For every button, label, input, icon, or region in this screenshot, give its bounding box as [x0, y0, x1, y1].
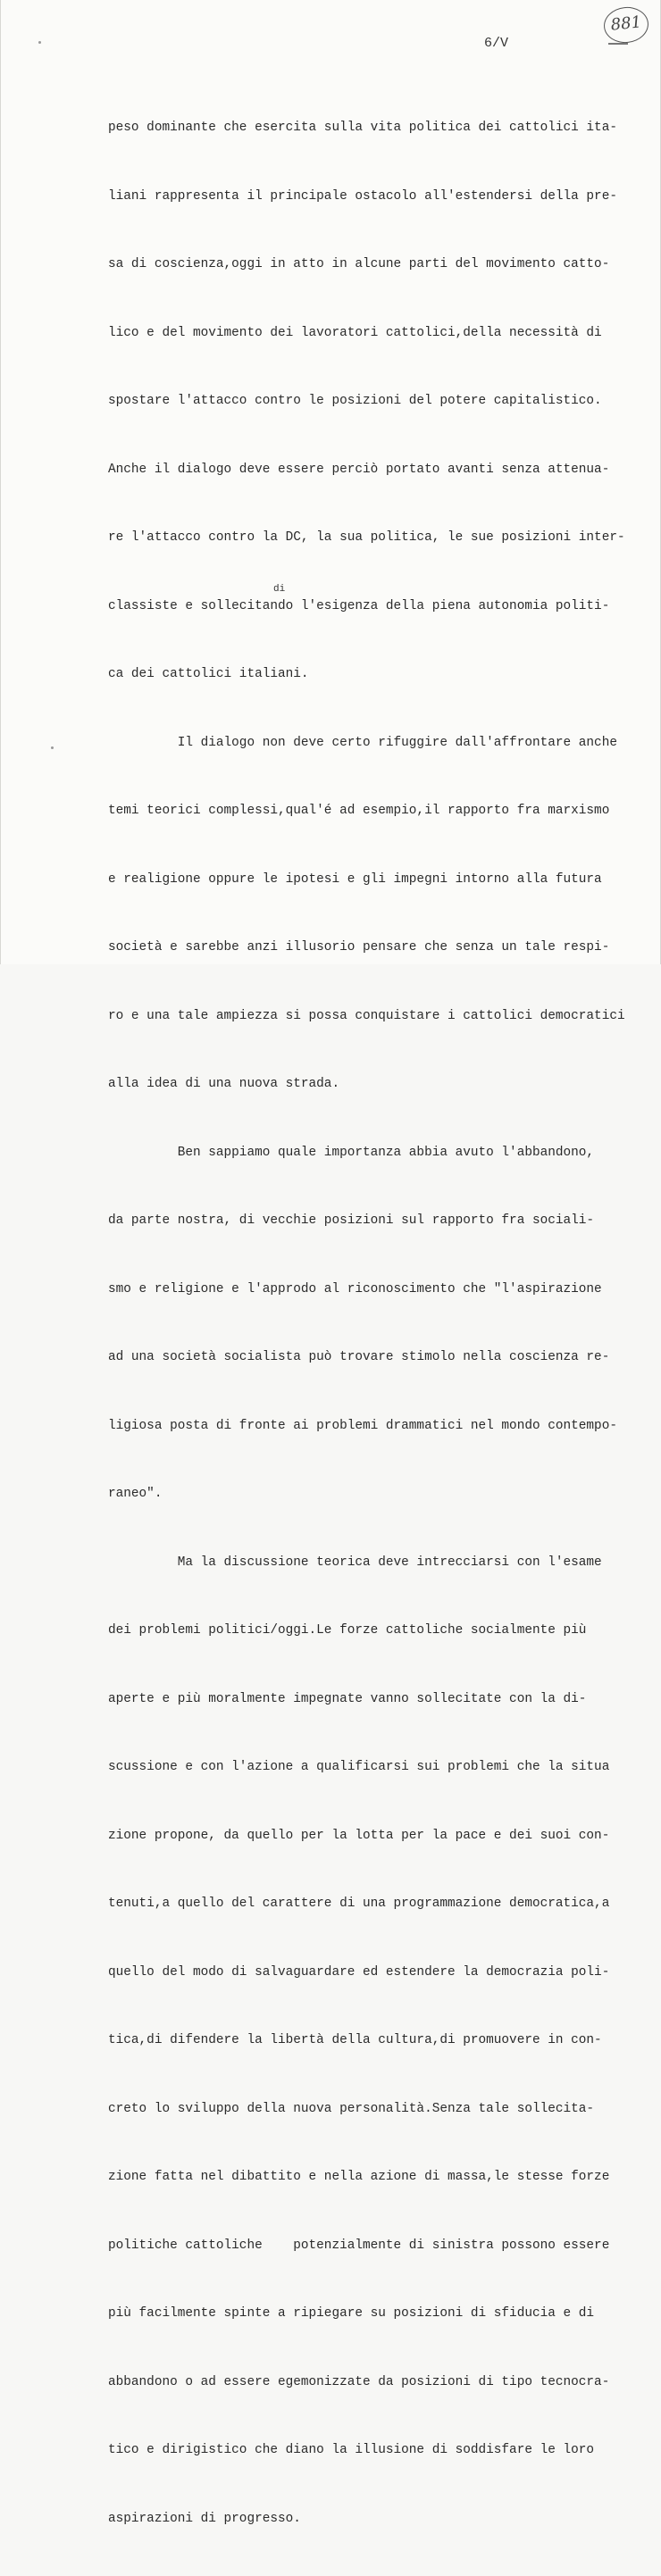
text-line: ca dei cattolici italiani. [108, 667, 309, 681]
text-line: ro e una tale ampiezza si possa conquistare i cattolici democratici [108, 1008, 625, 1023]
margin-speck [38, 41, 41, 44]
text-line: politiche cattoliche potenzialmente di sinistra possono essere [108, 2238, 610, 2253]
text-line: zione fatta nel dibattito e nella azione di massa,le stesse forze [108, 2170, 610, 2184]
text-line: e realigione oppure le ipotesi e gli impegni intorno alla futura [108, 871, 602, 887]
text-line: lico e del movimento dei lavoratori cattolici,della necessità di [108, 325, 602, 340]
text-line: liani rappresenta il principale ostacolo all'estendersi della pre- [108, 188, 617, 204]
text-line: classiste e sollecitando l'esigenza della piena autonomia politi- [108, 598, 610, 613]
text-line: ad una società socialista può trovare stimolo nella coscienza re- [108, 1350, 610, 1364]
text-line: Il dialogo non deve certo rifuggire dall'affrontare anche [108, 735, 617, 750]
text-line: Ben sappiamo quale importanza abbia avuto l'abbandono, [108, 1145, 595, 1160]
text-line: Ma la discussione teorica deve intrecciarsi con l'esame [108, 1555, 602, 1570]
handwritten-insertion: di [273, 584, 286, 595]
text-line: più facilmente spinte a ripiegare su posizioni di sfiducia e di [108, 2306, 595, 2321]
text-line: abbandono o ad essere egemonizzate da posizioni di tipo tecnocra- [108, 2374, 610, 2389]
text-line: società e sarebbe anzi illusorio pensare che senza un tale respi- [108, 940, 610, 955]
text-line: dei problemi politici/oggi.Le forze cattoliche socialmente più [108, 1623, 587, 1638]
text-line: raneo". [108, 1487, 163, 1501]
text-line: smo e religione e l'approdo al riconoscimento che "l'aspirazione [108, 1281, 602, 1296]
text-line: temi teorici complessi,qual'é ad esempio,il rapporto fra marxismo [108, 804, 610, 818]
margin-speck [51, 746, 54, 749]
text-line: zione propone, da quello per la lotta per la pace e dei suoi con- [108, 1828, 610, 1843]
text-line: re l'attacco contro la DC, la sua politica, le sue posizioni inter- [108, 530, 625, 545]
handwritten-dash [608, 43, 628, 45]
text-line: creto lo sviluppo della nuova personalità.Senza tale sollecita- [108, 2101, 595, 2116]
typed-body-text [108, 71, 644, 2576]
text-line: sa di coscienza,oggi in atto in alcune parti del movimento catto- [108, 257, 610, 271]
text-line: da parte nostra, di vecchie posizioni sul rapporto fra sociali- [108, 1213, 595, 1228]
text-line: tenuti,a quello del carattere di una programmazione democratica,a [108, 1897, 610, 1911]
text-line: aspirazioni di progresso. [108, 2511, 301, 2526]
text-line: ligiosa posta di fronte ai problemi drammatici nel mondo contempo- [108, 1418, 617, 1433]
text-line: alla idea di una nuova strada. [108, 1077, 340, 1091]
text-line: Anche il dialogo deve essere perciò portato avanti senza attenua- [108, 462, 610, 477]
text-line: tico e dirigistico che diano la illusione di soddisfare le loro [108, 2443, 595, 2457]
handwritten-page-number: 881 [602, 4, 650, 45]
text-line: peso dominante che esercita sulla vita politica dei cattolici ita- [108, 121, 617, 135]
text-line: tica,di difendere la libertà della cultura,di promuovere in con- [108, 2033, 602, 2047]
text-line: scussione e con l'azione a qualificarsi sui problemi che la situa [108, 1760, 610, 1774]
text-line: quello del modo di salvaguardare ed estendere la democrazia poli- [108, 1964, 610, 1980]
text-line: spostare l'attacco contro le posizioni del potere capitalistico. [108, 394, 602, 408]
page-reference: 6/V [484, 36, 509, 51]
text-line: aperte e più moralmente impegnate vanno sollecitate con la di- [108, 1691, 587, 1706]
